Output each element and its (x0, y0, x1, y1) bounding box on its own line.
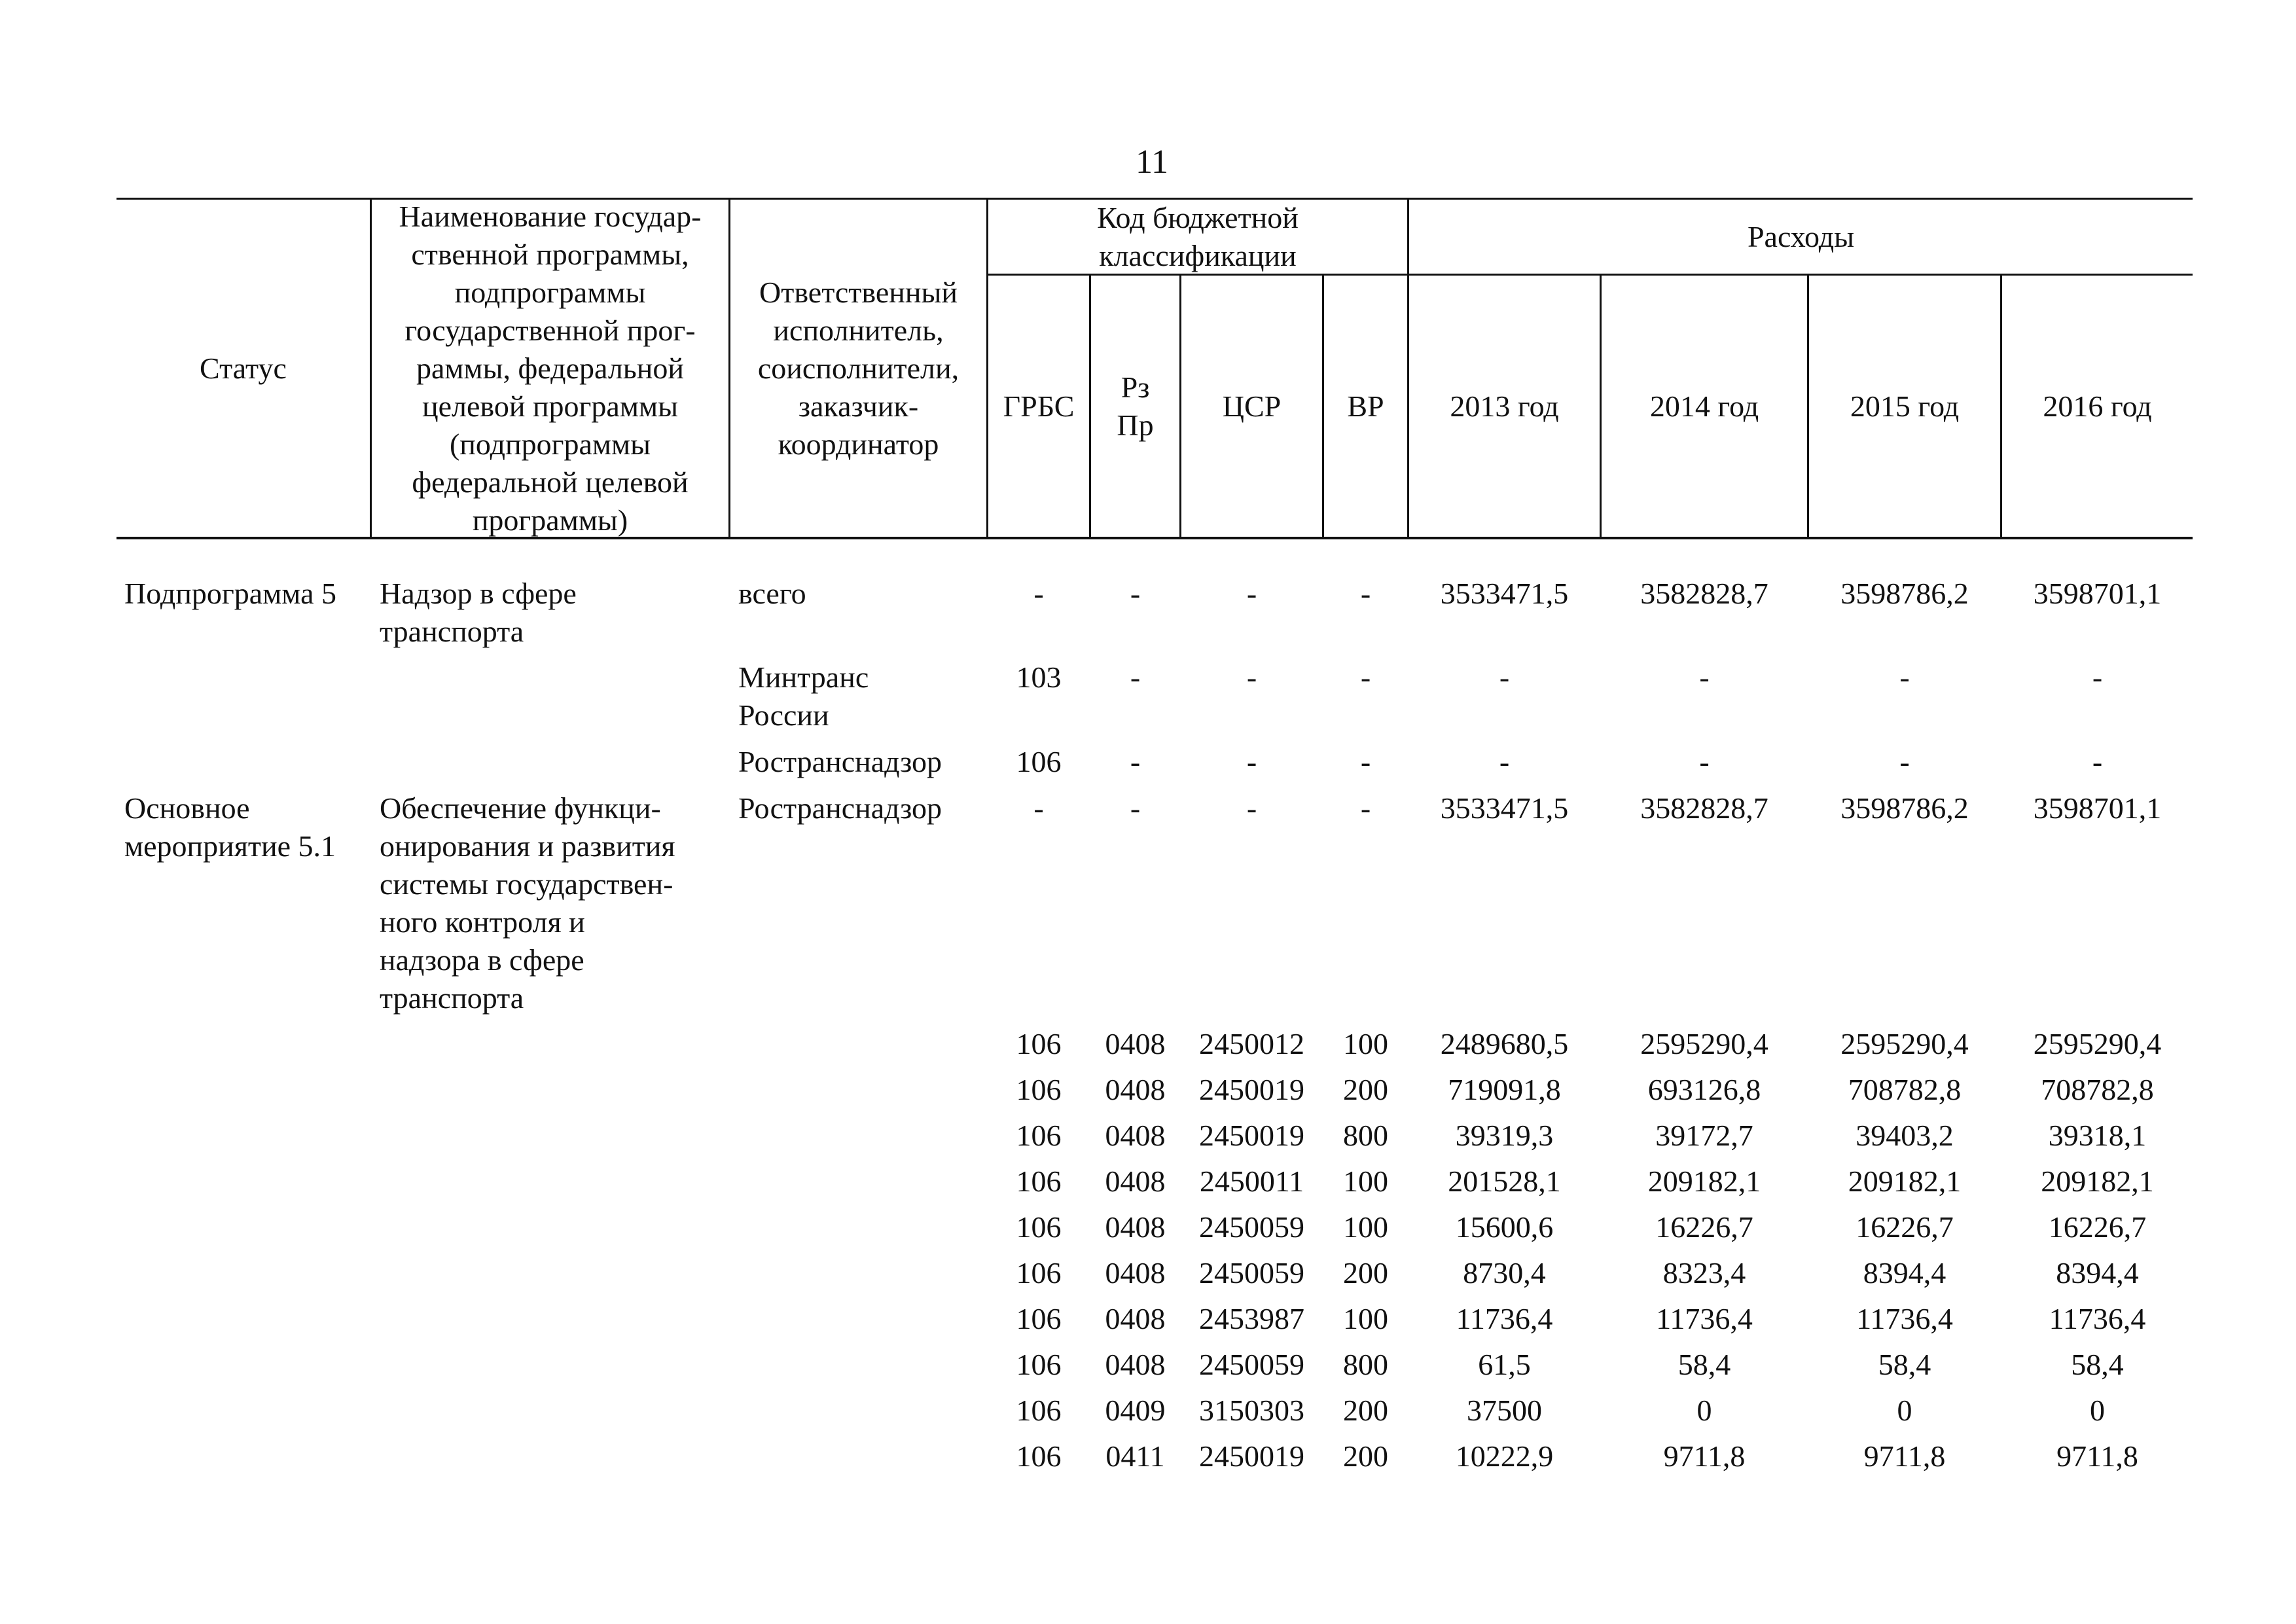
cell-2014: 9711,8 (1663, 1439, 1746, 1473)
cell-rzpr: 0408 (1105, 1256, 1166, 1290)
header-year-2013: 2013 год (1450, 389, 1559, 423)
cell-2014: 11736,4 (1656, 1302, 1753, 1335)
cell-2015: - (1899, 745, 1910, 778)
cell-rzpr: 0408 (1105, 1164, 1166, 1198)
header-vr: ВР (1347, 389, 1384, 423)
block-status: Подпрограмма 5 (124, 577, 337, 610)
cell-rzpr: 0411 (1105, 1439, 1165, 1473)
cell-2016: 3598701,1 (2033, 791, 2162, 825)
cell-csr: 2453987 (1199, 1302, 1304, 1335)
cell-csr: - (1246, 660, 1257, 694)
cell-rzpr: 0408 (1105, 1073, 1166, 1106)
cell-2015: 58,4 (1878, 1348, 1931, 1381)
cell-2013: - (1499, 660, 1510, 694)
cell-vr: 100 (1343, 1210, 1388, 1244)
cell-vr: 800 (1343, 1119, 1388, 1152)
cell-csr: - (1246, 745, 1257, 778)
cell-2016: 9711,8 (2056, 1439, 2138, 1473)
cell-2016: 708782,8 (2041, 1073, 2154, 1106)
cell-2014: 3582828,7 (1640, 791, 1768, 825)
cell-grbs: 106 (1016, 1302, 1062, 1335)
cell-csr: - (1246, 577, 1257, 610)
cell-2016: 3598701,1 (2033, 577, 2162, 610)
cell-grbs: 106 (1016, 1210, 1062, 1244)
cell-rzpr: 0408 (1105, 1302, 1166, 1335)
block-name: Надзор в сфере транспорта (380, 577, 577, 648)
cell-csr: 2450011 (1199, 1164, 1304, 1198)
cell-grbs: 106 (1016, 1164, 1062, 1198)
cell-2014: 39172,7 (1655, 1119, 1753, 1152)
cell-grbs: - (1033, 577, 1044, 610)
header-rzpr: Рз Пр (1117, 370, 1154, 442)
cell-csr: 2450059 (1199, 1256, 1304, 1290)
cell-2016: 58,4 (2071, 1348, 2124, 1381)
cell-2015: - (1899, 660, 1910, 694)
cell-2015: 39403,2 (1856, 1119, 1954, 1152)
cell-rzpr: 0409 (1105, 1394, 1166, 1427)
cell-2015: 9711,8 (1863, 1439, 1946, 1473)
cell-2016: 2595290,4 (2033, 1027, 2162, 1060)
cell-2016: 39318,1 (2048, 1119, 2147, 1152)
cell-2013: 3533471,5 (1440, 577, 1569, 610)
cell-2013: 719091,8 (1448, 1073, 1561, 1106)
cell-grbs: 106 (1016, 1119, 1062, 1152)
cell-grbs: 106 (1016, 1348, 1062, 1381)
header-responsible: Ответственный исполнитель, соисполнители, заказчик- координатор (757, 275, 960, 461)
cell-csr: 3150303 (1199, 1394, 1304, 1427)
cell-grbs: 106 (1016, 1027, 1062, 1060)
cell-vr: - (1360, 791, 1371, 825)
cell-grbs: - (1033, 791, 1044, 825)
cell-2013: 8730,4 (1463, 1256, 1546, 1290)
cell-2016: 16226,7 (2048, 1210, 2147, 1244)
cell-grbs: 106 (1016, 1256, 1062, 1290)
cell-rzpr: 0408 (1105, 1348, 1166, 1381)
block-status: Основное мероприятие 5.1 (124, 791, 336, 863)
cell-2016: 0 (2090, 1394, 2105, 1427)
cell-2014: 16226,7 (1655, 1210, 1753, 1244)
header-program-name: Наименование государ- ственной программы, подпрограммы государственной прог- раммы, федеральной целевой программы (подпрограммы федеральной целевой программы) (399, 199, 702, 537)
cell-2015: 2595290,4 (1840, 1027, 1969, 1060)
page-number: 11 (1135, 143, 1169, 181)
cell-vr: - (1360, 577, 1371, 610)
cell-2015: 3598786,2 (1840, 577, 1969, 610)
cell-grbs: 106 (1016, 1073, 1062, 1106)
cell-csr: 2450012 (1199, 1027, 1304, 1060)
cell-2014: 209182,1 (1647, 1164, 1761, 1198)
cell-vr: - (1360, 660, 1371, 694)
cell-2015: 8394,4 (1863, 1256, 1946, 1290)
header-year-2015: 2015 год (1850, 389, 1960, 423)
cell-2016: 8394,4 (2056, 1256, 2139, 1290)
cell-grbs: 106 (1016, 745, 1062, 778)
cell-rzpr: - (1130, 660, 1141, 694)
cell-2013: 37500 (1467, 1394, 1542, 1427)
header-grbs: ГРБС (1003, 389, 1075, 423)
cell-2015: 16226,7 (1856, 1210, 1954, 1244)
cell-csr: 2450059 (1199, 1210, 1304, 1244)
cell-2015: 3598786,2 (1840, 791, 1969, 825)
header-csr: ЦСР (1222, 389, 1282, 423)
cell-2013: 3533471,5 (1440, 791, 1569, 825)
cell-2014: 693126,8 (1647, 1073, 1761, 1106)
cell-2014: 58,4 (1677, 1348, 1731, 1381)
cell-2013: 2489680,5 (1440, 1027, 1569, 1060)
cell-vr: 100 (1343, 1027, 1388, 1060)
cell-csr: 2450019 (1199, 1439, 1304, 1473)
cell-rzpr: - (1130, 791, 1141, 825)
cell-2015: 11736,4 (1856, 1302, 1953, 1335)
cell-rzpr: - (1130, 745, 1141, 778)
cell-vr: - (1360, 745, 1371, 778)
cell-2016: - (2092, 745, 2103, 778)
cell-2015: 0 (1897, 1394, 1912, 1427)
cell-csr: - (1246, 791, 1257, 825)
header-year-2016: 2016 год (2043, 389, 2152, 423)
cell-grbs: 103 (1016, 660, 1062, 694)
cell-2014: - (1699, 660, 1710, 694)
cell-2013: 15600,6 (1455, 1210, 1554, 1244)
cell-vr: 200 (1343, 1073, 1388, 1106)
cell-grbs: 106 (1016, 1439, 1062, 1473)
cell-2015: 209182,1 (1848, 1164, 1962, 1198)
cell-csr: 2450019 (1199, 1073, 1304, 1106)
cell-2014: 2595290,4 (1640, 1027, 1768, 1060)
cell-vr: 200 (1343, 1439, 1388, 1473)
header-status: Статус (200, 351, 287, 385)
cell-responsible: Минтранс России (738, 660, 869, 732)
cell-2013: - (1499, 745, 1510, 778)
cell-vr: 100 (1343, 1164, 1388, 1198)
cell-2015: 708782,8 (1848, 1073, 1962, 1106)
cell-2016: 11736,4 (2049, 1302, 2146, 1335)
cell-rzpr: 0408 (1105, 1119, 1166, 1152)
cell-2013: 10222,9 (1455, 1439, 1554, 1473)
cell-csr: 2450019 (1199, 1119, 1304, 1152)
header-year-2014: 2014 год (1649, 389, 1759, 423)
cell-vr: 200 (1343, 1256, 1388, 1290)
cell-2013: 11736,4 (1456, 1302, 1553, 1335)
cell-2014: 8323,4 (1662, 1256, 1746, 1290)
cell-vr: 800 (1343, 1348, 1388, 1381)
cell-2014: - (1699, 745, 1710, 778)
cell-2013: 39319,3 (1455, 1119, 1554, 1152)
cell-rzpr: - (1130, 577, 1141, 610)
cell-grbs: 106 (1016, 1394, 1062, 1427)
block-name: Обеспечение функци- онирования и развития системы государствен- ного контроля и надзора в сфере транспорта (380, 791, 675, 1015)
cell-2014: 3582828,7 (1640, 577, 1768, 610)
cell-vr: 200 (1343, 1394, 1388, 1427)
header-expenses: Расходы (1747, 219, 1855, 253)
header-budget-code: Код бюджетной классификации (1097, 200, 1299, 272)
cell-2016: 209182,1 (2041, 1164, 2154, 1198)
cell-rzpr: 0408 (1105, 1210, 1166, 1244)
cell-responsible: Ространснадзор (738, 745, 942, 778)
cell-2016: - (2092, 660, 2103, 694)
cell-csr: 2450059 (1199, 1348, 1304, 1381)
cell-2014: 0 (1696, 1394, 1712, 1427)
cell-rzpr: 0408 (1105, 1027, 1166, 1060)
cell-responsible: Ространснадзор (738, 791, 942, 825)
cell-2013: 201528,1 (1448, 1164, 1561, 1198)
cell-vr: 100 (1343, 1302, 1388, 1335)
cell-2013: 61,5 (1478, 1348, 1531, 1381)
cell-responsible: всего (738, 577, 806, 610)
